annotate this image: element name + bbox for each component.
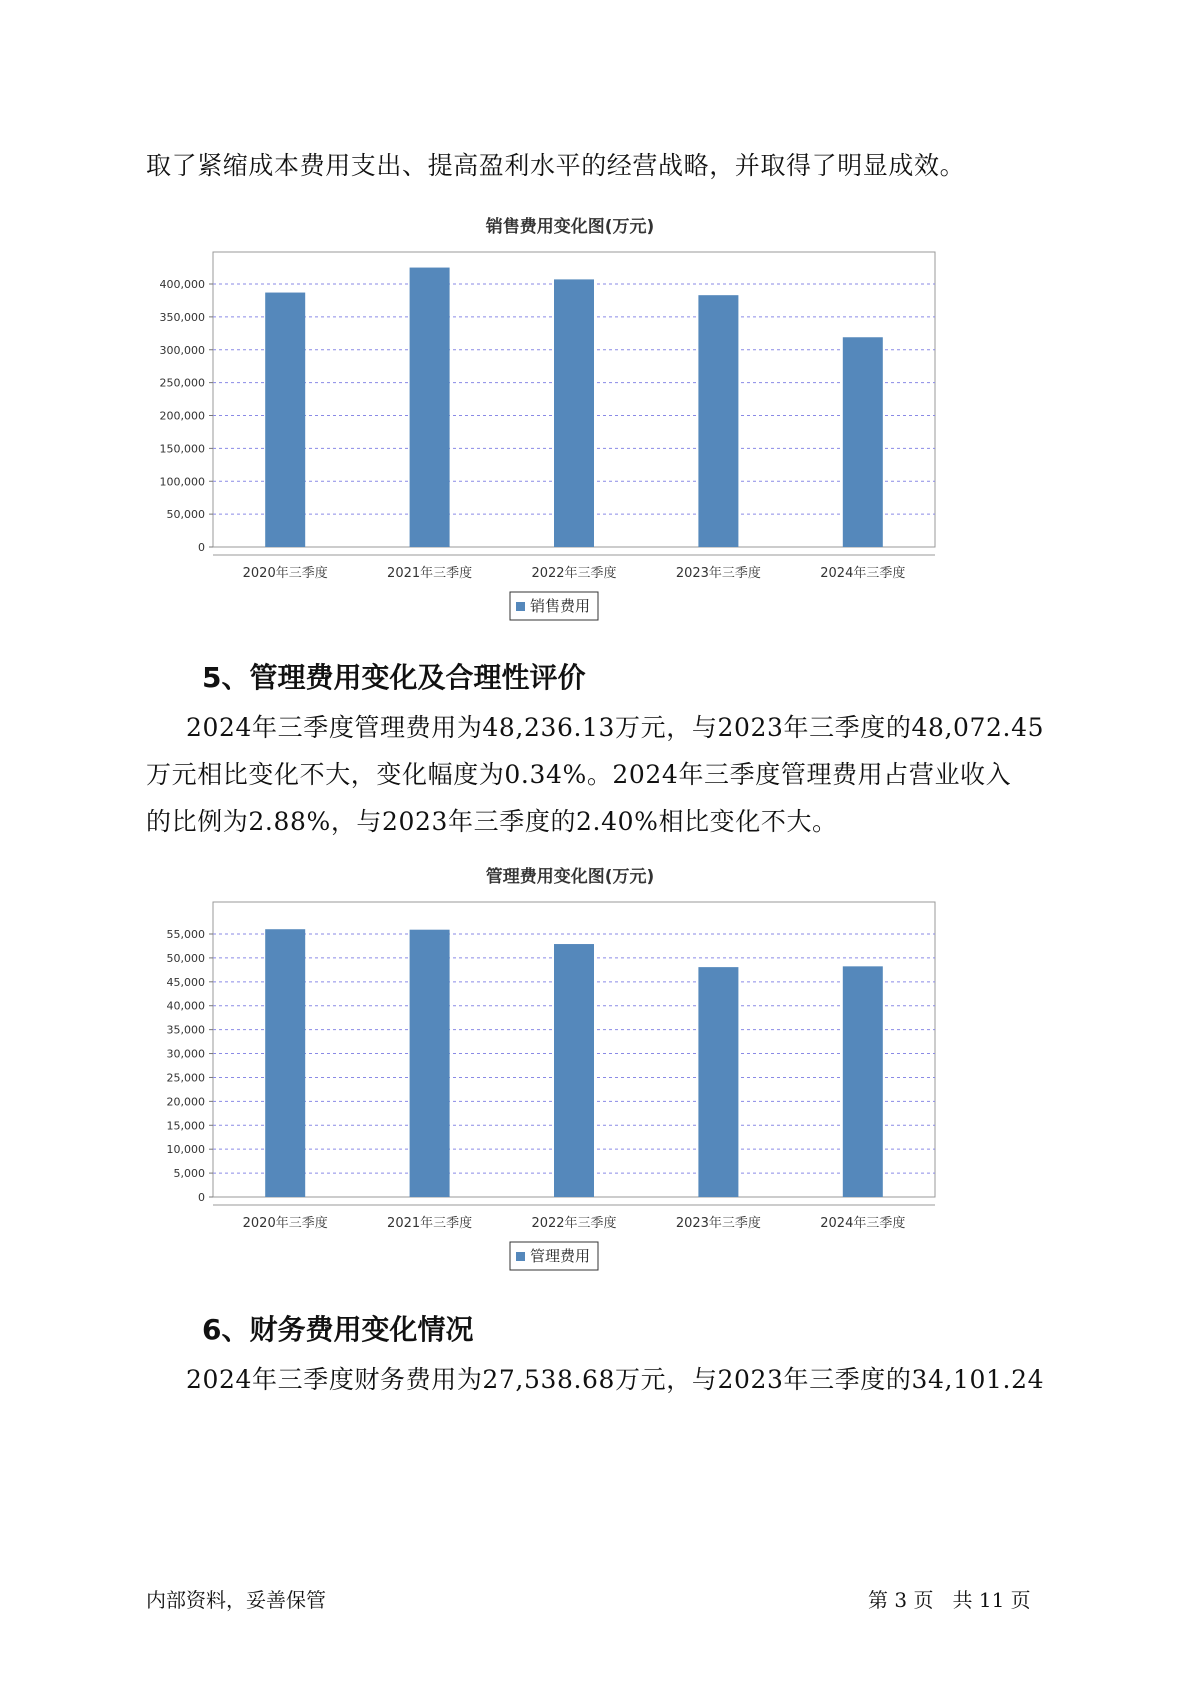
bar [698, 967, 738, 1197]
bar [265, 929, 305, 1197]
y-tick-label: 400,000 [159, 278, 205, 291]
sales-expense-chart [150, 212, 1030, 682]
bar [554, 279, 594, 547]
paragraph-line: 万元相比变化不大，变化幅度为0.34%。2024年三季度管理费用占营业收入 [146, 760, 1012, 789]
section-heading-6: 6、财务费用变化情况 [202, 1313, 474, 1346]
bar [843, 966, 883, 1197]
y-tick-label: 30,000 [166, 1047, 205, 1061]
paragraph-line: 2024年三季度财务费用为27,538.68万元，与2023年三季度的34,101.24 [186, 1365, 1045, 1394]
y-tick-label: 150,000 [159, 442, 205, 456]
y-tick-label: 250,000 [159, 376, 205, 390]
y-tick-label: 25,000 [166, 1071, 205, 1085]
y-tick-label: 50,000 [166, 951, 205, 965]
bar [843, 337, 883, 547]
y-tick-label: 100,000 [159, 475, 205, 489]
x-tick-label: 2020年三季度 [242, 566, 328, 581]
section-heading-5: 5、管理费用变化及合理性评价 [202, 661, 586, 694]
x-tick-label: 2023年三季度 [675, 1216, 761, 1231]
paragraph-line: 取了紧缩成本费用支出、提高盈利水平的经营战略，并取得了明显成效。 [146, 151, 966, 180]
y-tick-label: 0 [198, 541, 205, 554]
x-tick-label: 2021年三季度 [387, 566, 473, 581]
y-tick-label: 40,000 [166, 999, 205, 1013]
admin-expense-chart-svg [150, 862, 1030, 1332]
legend-label: 管理费用 [530, 1247, 591, 1265]
admin-expense-chart [150, 862, 1030, 1332]
chart-title: 销售费用变化图(万元) [485, 217, 655, 237]
bar [698, 295, 738, 547]
paragraph-line: 2024年三季度管理费用为48,236.13万元，与2023年三季度的48,072.45 [186, 713, 1045, 742]
y-tick-label: 15,000 [166, 1119, 205, 1133]
legend-label: 销售费用 [530, 597, 591, 615]
y-tick-label: 10,000 [166, 1143, 205, 1157]
legend-swatch [516, 1252, 525, 1261]
y-tick-label: 50,000 [166, 508, 205, 522]
bar [554, 944, 594, 1197]
sales-expense-chart-svg [150, 212, 1030, 682]
y-tick-label: 20,000 [166, 1095, 205, 1109]
bar [410, 268, 450, 547]
y-tick-label: 45,000 [166, 975, 205, 989]
x-tick-label: 2021年三季度 [387, 1216, 473, 1231]
x-tick-label: 2020年三季度 [242, 1216, 328, 1231]
y-tick-label: 300,000 [159, 343, 205, 357]
y-tick-label: 200,000 [159, 409, 205, 423]
x-tick-label: 2023年三季度 [675, 566, 761, 581]
paragraph-line: 的比例为2.88%，与2023年三季度的2.40%相比变化不大。 [146, 807, 838, 836]
x-tick-label: 2022年三季度 [531, 1216, 617, 1231]
y-tick-label: 350,000 [159, 310, 205, 324]
x-tick-label: 2024年三季度 [820, 566, 906, 581]
footer-note: 内部资料，妥善保管 [146, 1588, 326, 1612]
x-tick-label: 2022年三季度 [531, 566, 617, 581]
chart-title: 管理费用变化图(万元) [485, 867, 655, 887]
y-tick-label: 35,000 [166, 1023, 205, 1037]
y-tick-label: 55,000 [166, 928, 205, 941]
y-tick-label: 0 [198, 1191, 205, 1204]
bar [410, 930, 450, 1197]
page-number: 第 3 页 共 11 页 [868, 1588, 1031, 1612]
y-tick-label: 5,000 [173, 1167, 205, 1181]
legend-swatch [516, 602, 525, 611]
x-tick-label: 2024年三季度 [820, 1216, 906, 1231]
bar [265, 293, 305, 547]
